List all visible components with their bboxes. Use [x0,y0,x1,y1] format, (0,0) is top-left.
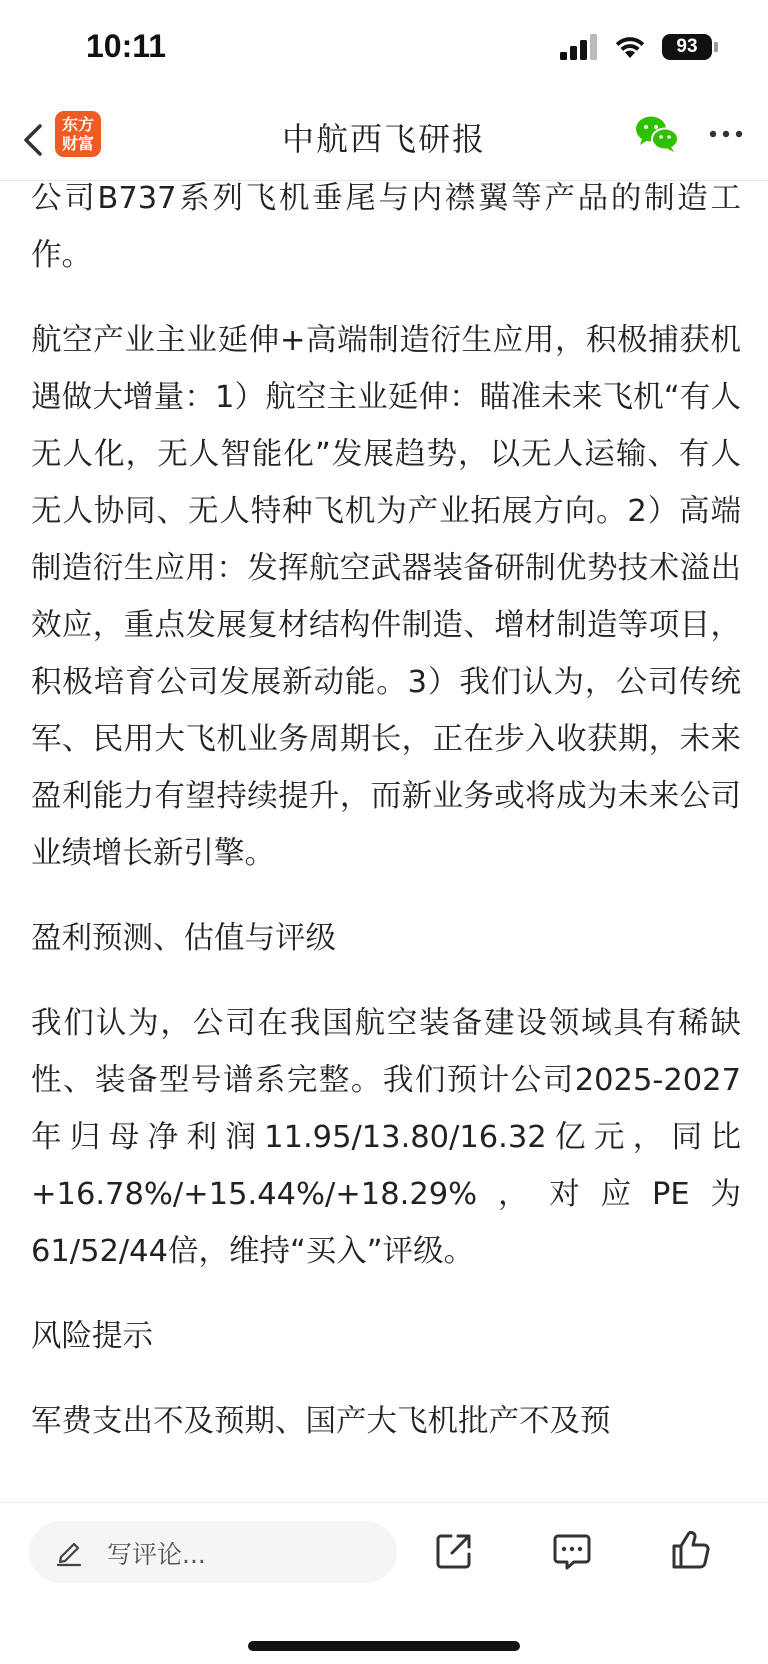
forecast-paragraph: 我们认为，公司在我国航空装备建设领域具有稀缺性、装备型号谱系完整。我们预计公司2025-2027年归母净利润11.95/13.80/16.32亿元，同比+16.78%/+15.44%/+18.29%，对应PE为61/52/44倍，维持“买入”评级。 [31,1006,741,1269]
cellular-signal-icon [560,34,598,60]
wechat-share-icon[interactable] [634,114,680,154]
article-content[interactable] [0,180,768,1502]
article-paragraph: 公司B737系列飞机垂尾与内襟翼等产品的制造工作。 [31,181,741,273]
status-time: 10:11 [86,28,167,64]
like-thumbs-up-icon[interactable] [670,1529,712,1571]
comment-icon[interactable] [552,1531,592,1571]
section-heading-risk: 风险提示 [31,1319,153,1354]
comment-placeholder: 写评论... [107,1540,206,1569]
battery-level: 93 [662,34,712,60]
wifi-icon [612,34,648,60]
logo-line1: 东方 [61,115,94,134]
article-body [31,180,741,1478]
logo-line2: 财富 [61,134,94,153]
status-bar [0,0,768,100]
nav-bar [0,100,768,181]
risk-paragraph: 军费支出不及预期、国产大飞机批产不及预 [31,1404,611,1439]
more-options-icon[interactable] [708,122,744,146]
page-title: 中航西飞研报 [281,120,486,158]
share-icon[interactable] [434,1531,474,1571]
pencil-icon [55,1537,83,1567]
article-paragraph: 航空产业主业延伸+高端制造衍生应用，积极捕获机遇做大增量：1）航空主业延伸：瞄准未来飞机“有人无人化，无人智能化”发展趋势，以无人运输、有人无人协同、无人特种飞机为产业拓展方向。2）高端制造衍生应用：发挥航空武器装备研制优势技术溢出效应，重点发展复材结构件制造、增材制造等项目，积极培育公司发展新动能。3）我们认为，公司传统军、民用大飞机业务周期长，正在步入收获期，未来盈利能力有望持续提升，而新业务或将成为未来公司业绩增长新引擎。 [31,323,741,871]
home-indicator[interactable] [248,1641,520,1651]
comment-input[interactable] [29,1521,397,1583]
status-icons [560,34,718,60]
battery-cap [714,42,718,52]
battery-indicator [662,34,718,60]
bottom-action-bar [0,1502,768,1664]
section-heading-forecast: 盈利预测、估值与评级 [31,921,336,956]
